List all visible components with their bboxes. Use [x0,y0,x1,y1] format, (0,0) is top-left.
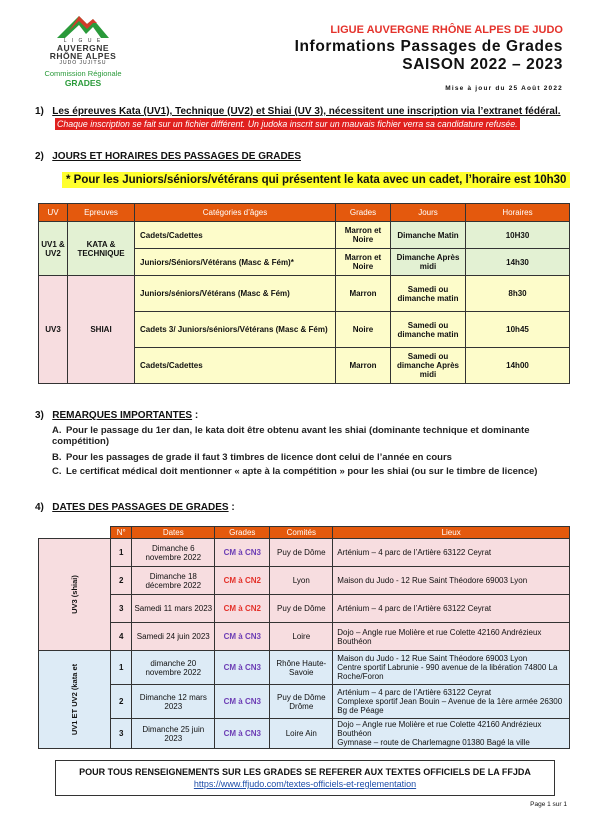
section-4-title: DATES DES PASSAGES DE GRADES [52,502,229,513]
row-lieu-line2: Centre sportif Labrunie - 990 avenue de la libération 74800 La Roche/Foron [337,663,558,681]
uv12-label: UV1 & UV2 [39,222,68,276]
footer-box [55,760,555,796]
remark-key: C. [52,466,62,477]
remark-key: B. [52,452,62,463]
row-number: 4 [111,623,132,651]
section-1-warning: Chaque inscription se fait sur un fichier différent. Un judoka inscrit sur un mauvais fichier verra sa candidature refusée. [57,119,518,129]
grade-cell: Noire [336,312,391,348]
group-uv12-label: UV1 ET UV2 (kata et [39,651,111,749]
table-row [39,595,570,623]
days-cell: Samedi ou dimanche matin [391,312,466,348]
row-lieu [333,719,570,749]
row-grade: CM à CN2 [215,567,270,595]
days-cell: Samedi ou dimanche matin [391,276,466,312]
logo-text-grades: GRADES [64,78,102,88]
uv3-epreuve: SHIAI [68,276,135,384]
row-grade: CM à CN3 [215,623,270,651]
row-date: Dimanche 6 novembre 2022 [132,539,215,567]
row-number: 3 [111,595,132,623]
kata-highlight-note: * Pour les Juniors/séniors/vétérans qui présentent le kata avec un cadet, l’horaire est 10h30 [62,172,570,188]
section-4-number: 4) [35,502,44,513]
row-grade: CM à CN3 [215,719,270,749]
uv3-label: UV3 [39,276,68,384]
category-cell: Cadets/Cadettes [135,222,336,249]
row-number: 1 [111,539,132,567]
time-cell: 14h00 [466,348,570,384]
logo-text-judo-jujitsu: JUDO JUJITSU [59,60,107,66]
table-row [39,685,570,719]
row-comite: Lyon [270,567,333,595]
row-lieu: Maison du Judo - 12 Rue Saint Théodore 69003 Lyon [333,567,570,595]
remark-key: A. [52,425,62,436]
row-lieu-line1: Arténium – 4 parc de l’Artière 63122 Ceyrat [337,688,492,697]
section-4-heading: 4) DATES DES PASSAGES DE GRADES : [35,502,235,513]
page-number: Page 1 sur 1 [530,801,567,808]
row-lieu: Dojo – Angle rue Molière et rue Colette 42160 Andrézieux Bouthéon [333,623,570,651]
row-lieu-line2: Complexe sportif Jean Bouin – Avenue de la 1ère armée 26300 Bg de Péage [337,697,563,715]
row-lieu: Arténium – 4 parc de l’Artière 63122 Ceyrat [333,595,570,623]
grade-cell: Marron [336,276,391,312]
row-grade: CM à CN3 [215,539,270,567]
dates-table [38,526,570,749]
footer-link[interactable]: https://www.ffjudo.com/textes-officiels-et-reglementation [193,779,417,789]
section-2-number: 2) [35,151,44,162]
remark-c [52,466,562,477]
col-categories: Catégories d’âges [135,204,336,222]
col-uv: UV [39,204,68,222]
row-number: 2 [111,685,132,719]
group-uv3-label: UV3 (shiai) [39,539,111,651]
col-lieux: Lieux [333,527,570,539]
logo-text-commission: Commission Régionale [44,69,122,78]
grade-cell: Marron [336,348,391,384]
row-lieu [333,685,570,719]
page-title: Informations Passages de Grades [294,38,563,55]
grade-cell: Marron et Noire [336,222,391,249]
section-2-heading [35,151,301,162]
row-number: 3 [111,719,132,749]
league-logo [38,14,128,94]
section-3-title: REMARQUES IMPORTANTES [52,410,193,421]
schedule-table [38,203,570,384]
row-comite: Loire Ain [270,719,333,749]
schedule-header-row [39,204,570,222]
row-lieu-line1: Dojo – Angle rue Molière et rue Colette 42160 Andrézieux Bouthéon [337,720,542,738]
row-lieu-line1: Maison du Judo - 12 Rue Saint Théodore 69003 Lyon [337,654,528,663]
days-cell: Samedi ou dimanche Après midi [391,348,466,384]
col-horaires: Horaires [466,204,570,222]
table-row [39,567,570,595]
time-cell: 10h45 [466,312,570,348]
col-comites: Comités [270,527,333,539]
row-date: Samedi 24 juin 2023 [132,623,215,651]
row-lieu-line2: Gymnase – route de Charlemagne 01380 Bagé la ville [337,738,530,747]
time-cell: 14h30 [466,249,570,276]
dates-header-row [39,527,570,539]
table-row [39,222,570,249]
row-grade: CM à CN2 [215,595,270,623]
row-grade: CM à CN3 [215,651,270,685]
row-grade: CM à CN3 [215,685,270,719]
footer-note: POUR TOUS RENSEIGNEMENTS SUR LES GRADES SE REFERER AUX TEXTES OFFICIELS DE LA FFJDA [79,767,531,777]
section-1 [35,106,575,117]
col-grades: Grades [215,527,270,539]
section-3-number: 3) [35,410,44,421]
days-cell: Dimanche Matin [391,222,466,249]
remark-text: Le certificat médical doit mentionner « apte à la compétition » pour les shiai (ou sur le timbre de licence) [66,466,538,477]
col-epreuves: Epreuves [68,204,135,222]
table-row [39,539,570,567]
category-cell: Cadets 3/ Juniors/séniors/Vétérans (Masc & Fém) [135,312,336,348]
remark-text: Pour le passage du 1er dan, le kata doit être obtenu avant les shiai (dominante technique et dominante compétition) [52,425,530,447]
row-number: 1 [111,651,132,685]
row-date: Dimanche 18 décembre 2022 [132,567,215,595]
section-2-title: JOURS ET HORAIRES DES PASSAGES DE GRADES [52,151,301,162]
remark-text: Pour les passages de grade il faut 3 timbres de licence dont celui de l’année en cours [66,452,452,463]
season-title: SAISON 2022 – 2023 [402,56,563,73]
section-1-number: 1) [35,106,44,117]
logo-text-ligue: L I G U E [63,38,103,44]
section-3-heading: 3) REMARQUES IMPORTANTES : [35,410,199,421]
row-number: 2 [111,567,132,595]
category-cell: Juniors/séniors/Vétérans (Masc & Fém) [135,276,336,312]
row-comite: Puy de Dôme Drôme [270,685,333,719]
time-cell: 8h30 [466,276,570,312]
table-row [39,623,570,651]
uv12-epreuve: KATA & TECHNIQUE [68,222,135,276]
row-comite: Puy de Dôme [270,595,333,623]
row-comite: Loire [270,623,333,651]
row-date: dimanche 20 novembre 2022 [132,651,215,685]
col-dates: Dates [132,527,215,539]
category-cell: Juniors/Séniors/Vétérans (Masc & Fém)* [135,249,336,276]
update-date: Mise à jour du 25 Août 2022 [445,85,563,92]
row-date: Samedi 11 mars 2023 [132,595,215,623]
row-lieu: Arténium – 4 parc de l’Artière 63122 Ceyrat [333,539,570,567]
organization-name: LIGUE AUVERGNE RHÔNE ALPES DE JUDO [330,24,563,36]
category-cell: Cadets/Cadettes [135,348,336,384]
logo-text-auvergne: AUVERGNE [56,43,110,53]
table-row [39,719,570,749]
col-jours: Jours [391,204,466,222]
row-date: Dimanche 12 mars 2023 [132,685,215,719]
time-cell: 10H30 [466,222,570,249]
row-lieu [333,651,570,685]
col-num: N° [111,527,132,539]
row-date: Dimanche 25 juin 2023 [132,719,215,749]
remark-a [52,425,562,447]
days-cell: Dimanche Après midi [391,249,466,276]
table-row [39,276,570,312]
row-comite: Puy de Dôme [270,539,333,567]
row-comite: Rhône Haute-Savoie [270,651,333,685]
mountain-icon [53,14,113,40]
section-1-text: Les épreuves Kata (UV1), Technique (UV2) et Shiai (UV 3), nécessitent une inscription via l’extranet fédéral. [52,106,561,117]
table-row [39,651,570,685]
logo-text-rhone-alpes: RHÔNE ALPES [49,51,117,61]
col-grades: Grades [336,204,391,222]
remark-b [52,452,562,463]
grade-cell: Marron et Noire [336,249,391,276]
